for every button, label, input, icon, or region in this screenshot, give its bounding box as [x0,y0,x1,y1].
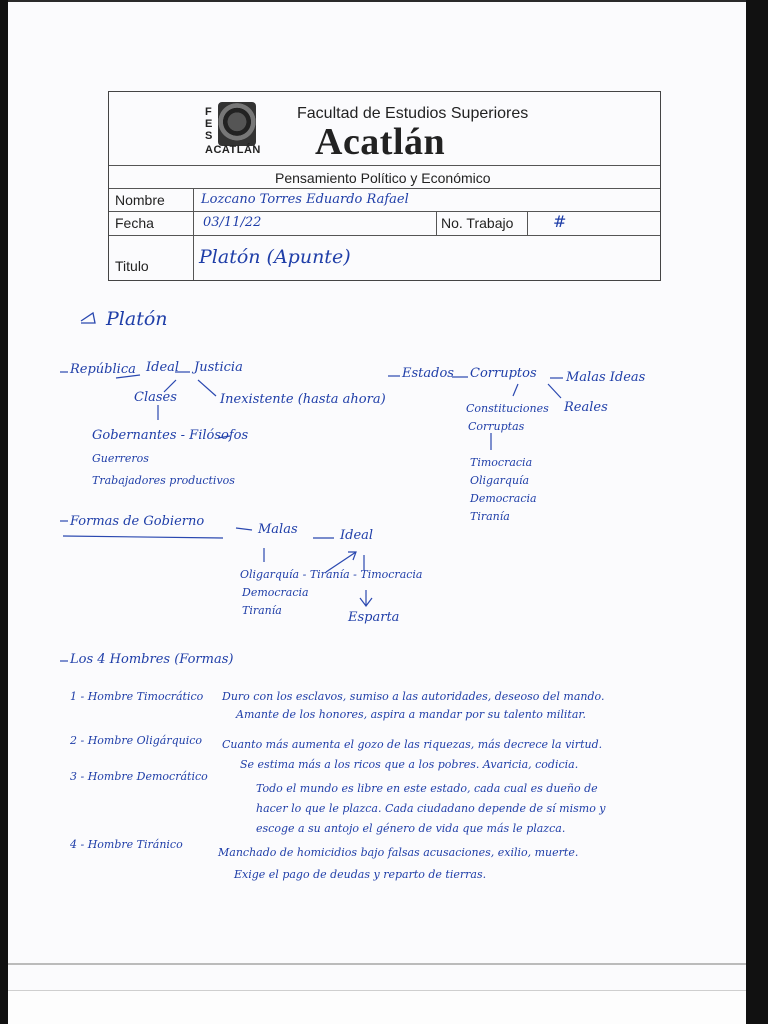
work-no-label: No. Trabajo [441,215,514,231]
estados-list-item: Oligarquía [470,474,530,487]
faculty-name: Facultad de Estudios Superiores [297,105,529,122]
scanned-page [8,0,746,1024]
hombre-line: Cuanto más aumenta el gozo de las riquezas, más decrece la virtud. [222,738,603,751]
hombre-line: Amante de los honores, aspira a mandar por su talento militar. [236,708,586,721]
title-value: Platón (Apunte) [199,246,351,268]
formas-root: Formas de Gobierno [70,514,205,529]
logo-subtitle: ACATLÁN [205,144,261,156]
hombre-label: 1 - Hombre Timocrático [70,690,204,703]
work-no-value: # [553,212,567,231]
campus-name: Acatlán [315,121,446,163]
hombre-label: 3 - Hombre Democrático [70,770,208,783]
date-value: 03/11/22 [203,215,262,230]
hombre-line: Se estima más a los ricos que a los pobres. Avaricia, codicia. [240,758,579,771]
hombre-line: Manchado de homicidios bajo falsas acusaciones, exilio, muerte. [218,846,579,859]
hombre-line: escoge a su antojo el género de vida que más le plazca. [256,822,566,835]
republica-inexistente: Inexistente (hasta ahora) [220,392,386,407]
hombre-line: hacer lo que le plazca. Cada ciudadano depende de sí mismo y [256,802,606,815]
name-value: Lozcano Torres Eduardo Rafael [201,192,409,207]
republica-gobernantes: Gobernantes - Filósofos [92,428,249,443]
hombre-label: 4 - Hombre Tiránico [70,838,183,851]
formas-ideal: Ideal [340,528,374,543]
course-title: Pensamiento Político y Económico [275,170,491,186]
estados-malas: Malas Ideas [566,370,646,385]
formas-democracia: Democracia [242,586,309,599]
estados-constituciones: Constituciones [466,402,549,415]
hombre-line: Exige el pago de deudas y reparto de tierras. [234,868,487,881]
estados-root: Estados [402,366,454,381]
estados-list-item: Timocracia [470,456,533,469]
hombre-label: 2 - Hombre Oligárquico [70,734,202,747]
hombre-line: Todo el mundo es libre en este estado, cada cual es dueño de [256,782,598,795]
hombre-line: Duro con los esclavos, sumiso a las autoridades, deseoso del mando. [222,690,605,703]
fes-letters: F E S [205,106,213,142]
formas-malas: Malas [258,522,298,537]
hombres-root: Los 4 Hombres (Formas) [70,652,234,667]
republica-root: República [70,362,136,377]
republica-ideal: Ideal [146,360,180,375]
scan-bottom-margin [8,990,746,1024]
estados-corruptos: Corruptos [470,366,537,381]
title-label: Titulo [115,258,149,274]
republica-trabajadores: Trabajadores productivos [92,474,235,487]
estados-corruptas: Corruptas [468,420,525,433]
name-label: Nombre [115,192,165,208]
scan-fold-edge [8,963,746,965]
date-label: Fecha [115,215,154,231]
estados-reales: Reales [564,400,608,415]
formas-chain: Oligarquía - Tiranía - Timocracia [240,568,423,581]
republica-justicia: Justicia [194,360,243,375]
formas-tirania: Tiranía [242,604,282,617]
formas-esparta: Esparta [348,610,400,625]
estados-list-item: Democracia [470,492,537,505]
notes-heading: Platón [106,308,168,330]
estados-list-item: Tiranía [470,510,510,523]
republica-clases: Clases [134,390,177,405]
republica-guerreros: Guerreros [92,452,149,465]
